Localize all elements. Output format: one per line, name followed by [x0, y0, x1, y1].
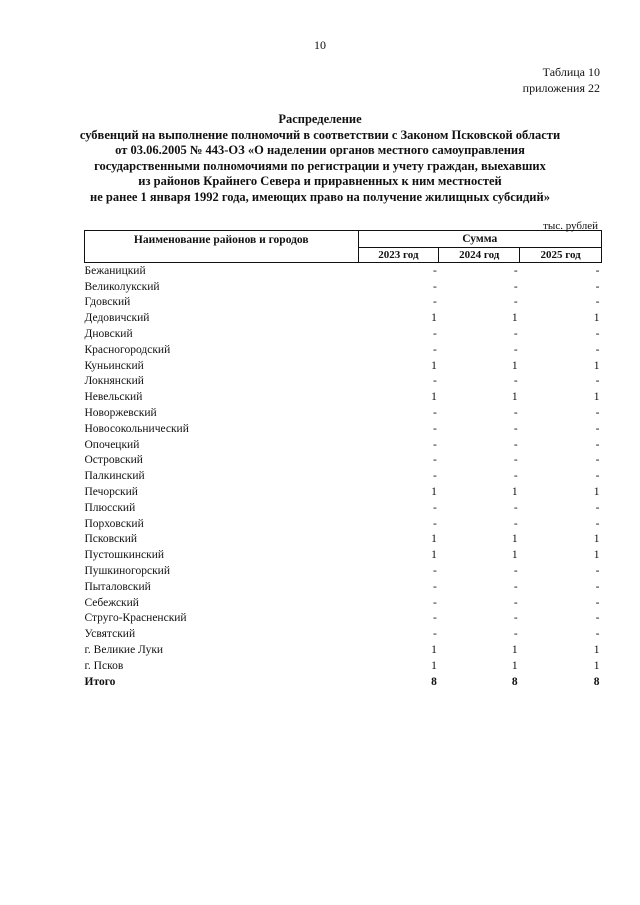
amount-cell: 1 — [511, 391, 518, 404]
table-row — [85, 437, 602, 453]
district-name: Струго-Красненский — [84, 612, 187, 625]
district-name: Дновский — [84, 328, 133, 341]
amount-cell: - — [595, 422, 600, 435]
table-row — [85, 310, 602, 326]
amount-cell: - — [513, 280, 518, 293]
table-row — [85, 547, 602, 563]
total-row — [85, 674, 602, 690]
table-row — [85, 453, 602, 469]
table-row — [85, 516, 602, 532]
district-name: Новоржевский — [84, 407, 157, 420]
table-row — [85, 421, 602, 437]
amount-cell: - — [595, 628, 600, 641]
amount-cell: - — [595, 612, 600, 625]
amount-cell: 1 — [593, 486, 600, 499]
amount-cell: - — [432, 438, 437, 451]
table-row — [85, 579, 602, 595]
amount-cell: - — [595, 264, 600, 277]
amount-cell: 1 — [511, 659, 518, 672]
total-amount: 8 — [593, 675, 600, 688]
appendix-number: приложения 22 — [522, 81, 600, 95]
district-name: Островский — [84, 454, 143, 467]
table-row — [85, 389, 602, 405]
amount-cell: - — [513, 438, 518, 451]
district-name: Псковский — [84, 533, 138, 546]
amount-cell: - — [432, 517, 437, 530]
document-title — [40, 112, 600, 205]
amount-cell: 1 — [431, 549, 437, 562]
table-row — [85, 658, 602, 674]
amount-cell: - — [595, 280, 600, 293]
header-year: 2023 год — [358, 248, 439, 263]
amount-cell: 1 — [431, 312, 437, 325]
subsidy-table — [84, 230, 602, 690]
district-name: Великолукский — [84, 280, 160, 293]
table-row — [85, 595, 602, 611]
amount-cell: - — [595, 501, 600, 514]
district-name: Палкинский — [84, 470, 145, 483]
amount-cell: - — [595, 470, 600, 483]
units-label: тыс. рублей — [543, 220, 598, 232]
amount-cell: - — [513, 422, 518, 435]
amount-cell: 1 — [511, 549, 518, 562]
amount-cell: - — [513, 264, 518, 277]
amount-cell: - — [432, 328, 437, 341]
page-number: 10 — [314, 38, 326, 52]
district-name: Невельский — [84, 391, 143, 404]
amount-cell: - — [432, 612, 437, 625]
district-name: Опочецкий — [84, 438, 140, 451]
amount-cell: - — [595, 517, 600, 530]
table-row — [85, 484, 602, 500]
amount-cell: - — [595, 454, 600, 467]
amount-cell: 1 — [593, 644, 600, 657]
header-sum: Сумма — [358, 231, 602, 248]
amount-cell: - — [432, 470, 437, 483]
amount-cell: - — [513, 565, 518, 578]
district-name: Куньинский — [84, 359, 144, 372]
amount-cell: - — [595, 343, 600, 356]
amount-cell: - — [513, 596, 518, 609]
amount-cell: - — [432, 628, 437, 641]
district-name: Печорский — [84, 486, 138, 499]
title-line: от 03.06.2005 № 443-ОЗ «О наделении органов местного самоуправления — [115, 143, 525, 157]
district-name: Локнянский — [84, 375, 144, 388]
table-row — [85, 626, 602, 642]
amount-cell: 1 — [431, 659, 437, 672]
amount-cell: - — [595, 328, 600, 341]
table-row — [85, 326, 602, 342]
amount-cell: - — [513, 612, 518, 625]
district-name: Усвятский — [84, 628, 136, 641]
amount-cell: - — [513, 407, 518, 420]
amount-cell: - — [432, 501, 437, 514]
district-name: г. Псков — [84, 659, 124, 672]
table-row — [85, 642, 602, 658]
table-reference — [523, 64, 600, 96]
district-name: Бежаницкий — [84, 264, 146, 277]
title-line: субвенций на выполнение полномочий в соответствии с Законом Псковской области — [79, 127, 561, 142]
table-row — [85, 563, 602, 579]
table-number: Таблица 10 — [542, 65, 600, 79]
district-name: Плюсский — [84, 501, 136, 514]
amount-cell: - — [513, 454, 518, 467]
header-year: 2024 год — [439, 248, 520, 263]
amount-cell: 1 — [431, 391, 437, 404]
amount-cell: - — [513, 580, 518, 593]
amount-cell: - — [513, 501, 518, 514]
title-line: государственными полномочиями по регистрации и учету граждан, выехавших — [94, 158, 546, 173]
district-name: Гдовский — [84, 296, 131, 309]
total-amount: 8 — [511, 675, 518, 688]
amount-cell: 1 — [431, 486, 437, 499]
table-row — [85, 295, 602, 311]
amount-cell: - — [432, 343, 437, 356]
amount-cell: 1 — [593, 359, 600, 372]
table-row — [85, 358, 602, 374]
amount-cell: 1 — [593, 549, 600, 562]
table-row — [85, 405, 602, 421]
amount-cell: - — [432, 454, 437, 467]
amount-cell: 1 — [511, 312, 518, 325]
district-name: г. Великие Луки — [84, 644, 164, 657]
amount-cell: 1 — [511, 644, 518, 657]
total-amount: 8 — [431, 675, 437, 688]
table-row — [85, 263, 602, 279]
table-body — [85, 263, 602, 690]
title-line: из районов Крайнего Севера и приравненных к ним местностей — [138, 174, 502, 188]
district-name: Новосокольнический — [84, 422, 189, 435]
header-name: Наименование районов и городов — [85, 231, 359, 263]
table-row — [85, 532, 602, 548]
amount-cell: 1 — [593, 533, 600, 546]
amount-cell: 1 — [593, 312, 600, 325]
district-name: Пыталовский — [84, 580, 151, 593]
amount-cell: - — [432, 422, 437, 435]
table-row — [85, 342, 602, 358]
table-row — [85, 500, 602, 516]
district-name: Пушкиногорский — [84, 565, 170, 578]
amount-cell: - — [513, 328, 518, 341]
amount-cell: - — [595, 580, 600, 593]
title-line: не ранее 1 января 1992 года, имеющих право на получение жилищных субсидий» — [90, 189, 550, 204]
amount-cell: 1 — [431, 644, 437, 657]
table-row — [85, 374, 602, 390]
total-label: Итого — [84, 675, 116, 688]
amount-cell: - — [595, 407, 600, 420]
amount-cell: - — [513, 343, 518, 356]
district-name: Порховский — [84, 517, 144, 530]
district-name: Себежский — [84, 596, 139, 609]
header-year: 2025 год — [520, 248, 602, 263]
amount-cell: - — [595, 565, 600, 578]
amount-cell: - — [595, 375, 600, 388]
amount-cell: 1 — [593, 391, 600, 404]
amount-cell: - — [513, 470, 518, 483]
district-name: Пустошкинский — [84, 549, 165, 562]
amount-cell: - — [432, 596, 437, 609]
amount-cell: 1 — [511, 486, 518, 499]
amount-cell: - — [432, 264, 437, 277]
table-row — [85, 468, 602, 484]
amount-cell: 1 — [511, 533, 518, 546]
amount-cell: - — [595, 596, 600, 609]
amount-cell: - — [432, 375, 437, 388]
amount-cell: - — [513, 517, 518, 530]
table-row — [85, 611, 602, 627]
amount-cell: - — [595, 438, 600, 451]
amount-cell: - — [513, 375, 518, 388]
amount-cell: - — [513, 628, 518, 641]
amount-cell: - — [595, 296, 600, 309]
table-row — [85, 279, 602, 295]
amount-cell: 1 — [431, 359, 437, 372]
amount-cell: - — [432, 296, 437, 309]
district-name: Красногородский — [84, 343, 171, 356]
district-name: Дедовичский — [84, 312, 150, 325]
title-line: Распределение — [278, 112, 362, 126]
amount-cell: 1 — [593, 659, 600, 672]
amount-cell: 1 — [431, 533, 437, 546]
amount-cell: 1 — [511, 359, 518, 372]
amount-cell: - — [513, 296, 518, 309]
amount-cell: - — [432, 565, 437, 578]
amount-cell: - — [432, 407, 437, 420]
amount-cell: - — [432, 580, 437, 593]
amount-cell: - — [432, 280, 437, 293]
